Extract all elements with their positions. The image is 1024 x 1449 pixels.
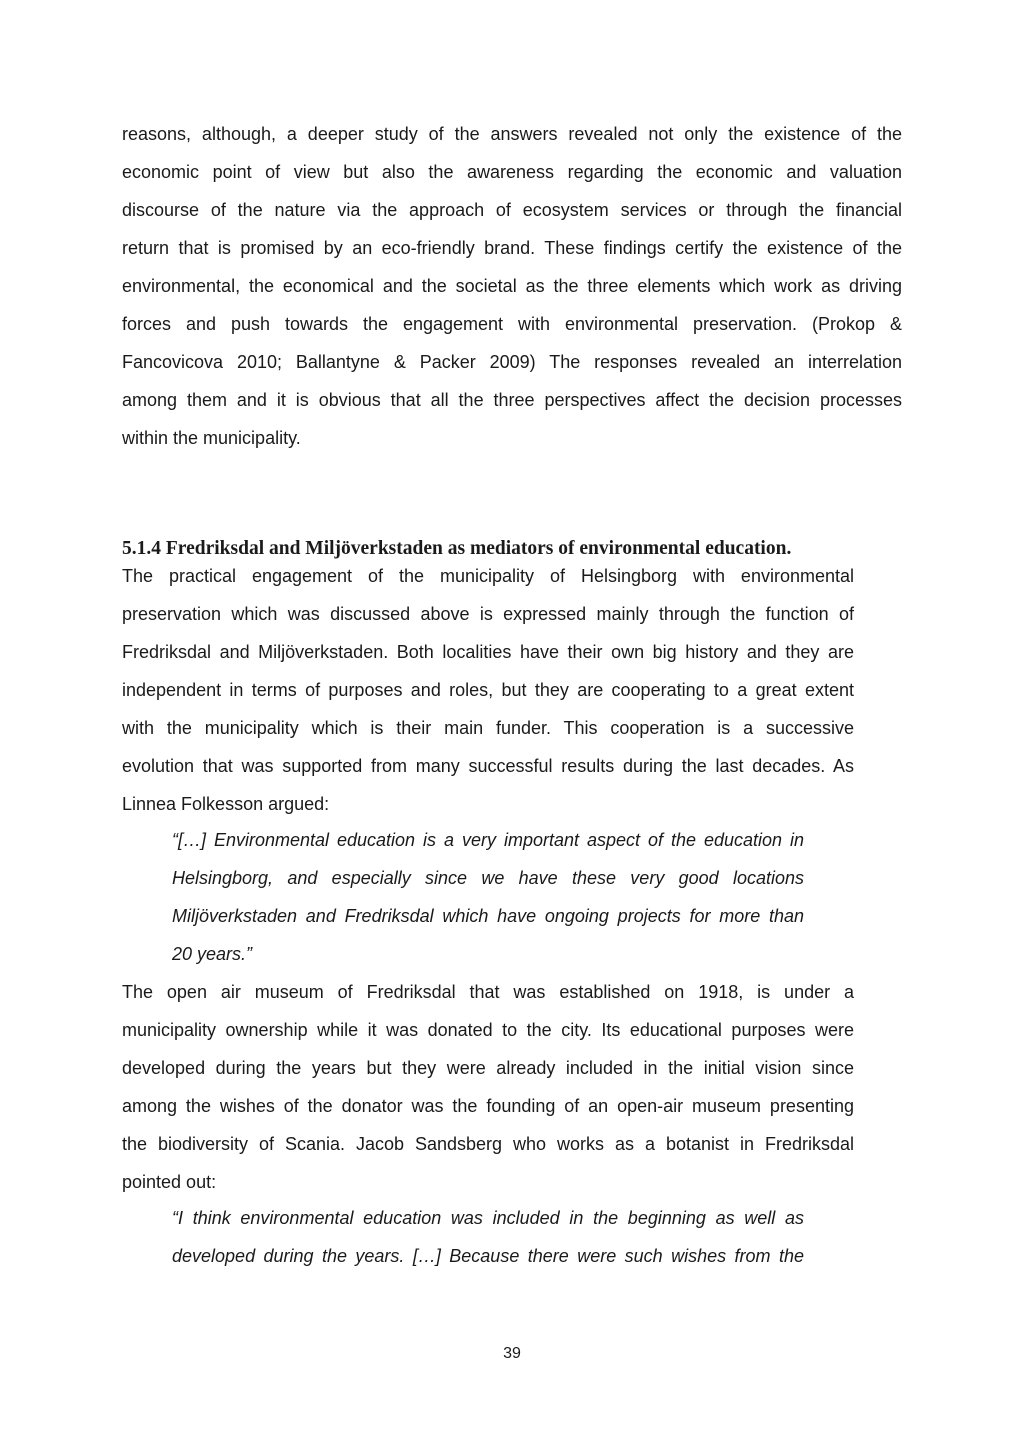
text-line: Linnea Folkesson argued:	[122, 794, 330, 814]
quote-line: 20 years.”	[172, 944, 253, 964]
quote-line: developed during the years. […] Because there were such wishes from the	[172, 1246, 804, 1266]
text-line: developed during the years but they were already included in the initial vision since	[122, 1058, 854, 1078]
text-line: Fancovicova 2010; Ballantyne & Packer 2009) The responses revealed an interrelation	[122, 352, 902, 372]
text-line: independent in terms of purposes and roles, but they are cooperating to a great extent	[122, 680, 854, 700]
text-line: forces and push towards the engagement with environmental preservation. (Prokop &	[122, 314, 902, 334]
text-line: The open air museum of Fredriksdal that was established on 1918, is under a	[122, 982, 854, 1002]
quote-line: “I think environmental education was included in the beginning as well as	[172, 1208, 804, 1228]
text-line: the biodiversity of Scania. Jacob Sandsberg who works as a botanist in Fredriksdal	[122, 1134, 854, 1154]
text-line: among the wishes of the donator was the founding of an open-air museum presenting	[122, 1096, 854, 1116]
text-line: within the municipality.	[122, 428, 301, 448]
page-number: 39	[503, 1345, 521, 1362]
text-line: economic point of view but also the awareness regarding the economic and valuation	[122, 162, 902, 182]
quote-line: Miljöverkstaden and Fredriksdal which have ongoing projects for more than	[172, 906, 804, 926]
quote-line: “[…] Environmental education is a very important aspect of the education in	[172, 830, 804, 850]
text-line: preservation which was discussed above is expressed mainly through the function of	[122, 604, 854, 624]
text-line: discourse of the nature via the approach of ecosystem services or through the financial	[122, 200, 902, 220]
text-line: return that is promised by an eco-friendly brand. These findings certify the existence of the	[122, 238, 902, 258]
text-line: Fredriksdal and Miljöverkstaden. Both localities have their own big history and they are	[122, 642, 854, 662]
text-line: pointed out:	[122, 1172, 217, 1192]
text-line: municipality ownership while it was donated to the city. Its educational purposes were	[122, 1020, 854, 1040]
section-heading: 5.1.4 Fredriksdal and Miljöverkstaden as mediators of environmental education.	[122, 538, 792, 559]
text-line: evolution that was supported from many successful results during the last decades. As	[122, 756, 854, 776]
text-line: environmental, the economical and the societal as the three elements which work as driving	[122, 276, 902, 296]
text-line: The practical engagement of the municipality of Helsingborg with environmental	[122, 566, 854, 586]
text-line: with the municipality which is their main funder. This cooperation is a successive	[122, 718, 854, 738]
text-line: among them and it is obvious that all the three perspectives affect the decision processes	[122, 390, 902, 410]
quote-line: Helsingborg, and especially since we have these very good locations	[172, 868, 804, 888]
text-line: reasons, although, a deeper study of the answers revealed not only the existence of the	[122, 124, 902, 144]
